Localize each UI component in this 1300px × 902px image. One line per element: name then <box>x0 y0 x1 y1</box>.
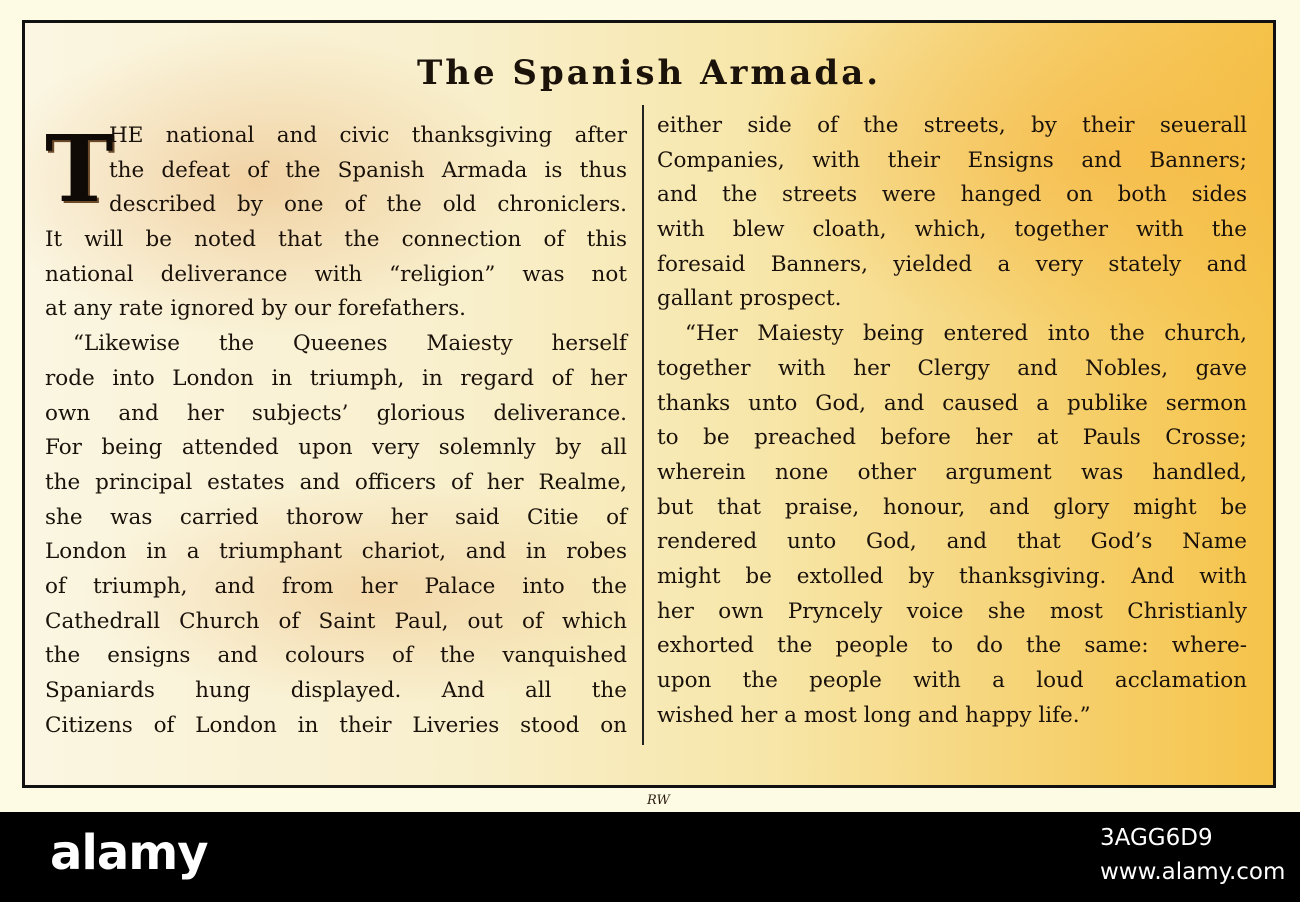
text-line: Cathedrall Church of Saint Paul, out of which <box>45 608 627 634</box>
text-line: exhorted the people to do the same: where- <box>657 633 1247 659</box>
text-line: wished her a most long and happy life.” <box>657 702 1091 728</box>
text-line: “Likewise the Queenes Maiesty herself <box>73 331 627 357</box>
text-line: might be extolled by thanksgiving. And with <box>657 563 1247 589</box>
text-line: own and her subjects’ glorious deliverance. <box>45 400 627 426</box>
text-line: described by one of the old chroniclers. <box>109 192 627 218</box>
article-page <box>22 20 1276 808</box>
text-line: upon the people with a loud acclamation <box>657 668 1247 693</box>
text-line: national deliverance with “religion” was not <box>45 261 627 287</box>
text-line: rode into London in triumph, in regard of her <box>45 365 627 391</box>
text-line: the principal estates and officers of her Realme, <box>45 469 627 495</box>
column-divider <box>642 105 644 745</box>
text-line: For being attended upon very solemnly by all <box>45 435 627 461</box>
text-line: rendered unto God, and that God’s Name <box>657 529 1247 555</box>
text-line: either side of the streets, by their seuerall <box>657 113 1247 138</box>
handwritten-initials: RW <box>647 793 670 808</box>
text-line: Citizens of London in their Liveries stood on <box>45 712 627 738</box>
text-line: foresaid Banners, yielded a very stately and <box>657 251 1247 277</box>
text-line: and the streets were hanged on both sides <box>657 182 1247 208</box>
text-line: with blew cloath, which, together with the <box>657 217 1247 243</box>
text-line: the ensigns and colours of the vanquished <box>45 643 627 669</box>
text-line: of triumph, and from her Palace into the <box>45 573 627 599</box>
text-line: wherein none other argument was handled, <box>657 459 1247 485</box>
text-line: her own Pryncely voice she most Christianly <box>657 598 1247 624</box>
text-line: “Her Maiesty being entered into the church, <box>685 321 1247 347</box>
text-line: she was carried thorow her said Citie of <box>45 504 627 530</box>
text-line: to be preached before her at Pauls Crosse; <box>657 425 1247 451</box>
text-line: Spaniards hung displayed. And all the <box>45 678 627 703</box>
text-line: HE national and civic thanksgiving after <box>109 123 627 148</box>
text-line: Companies, with their Ensigns and Banners; <box>657 147 1247 173</box>
left-column <box>45 115 627 743</box>
text-line: thanks unto God, and caused a publike sermon <box>657 390 1247 416</box>
site-url-label: www.alamy.com <box>1100 859 1286 885</box>
right-column <box>657 109 1247 733</box>
article-title: The Spanish Armada. <box>416 53 882 93</box>
image-id-label: 3AGG6D9 <box>1100 825 1213 851</box>
drop-cap: T <box>45 115 114 223</box>
alamy-logo: alamy <box>50 825 208 881</box>
text-line: together with her Clergy and Nobles, gave <box>657 355 1247 381</box>
text-line: but that praise, honour, and glory might be <box>657 494 1247 520</box>
text-line: the defeat of the Spanish Armada is thus <box>109 157 627 183</box>
text-line: gallant prospect. <box>657 286 842 312</box>
text-line: London in a triumphant chariot, and in robes <box>45 539 627 565</box>
text-line: at any rate ignored by our forefathers. <box>45 296 466 322</box>
text-line: It will be noted that the connection of this <box>45 227 627 253</box>
